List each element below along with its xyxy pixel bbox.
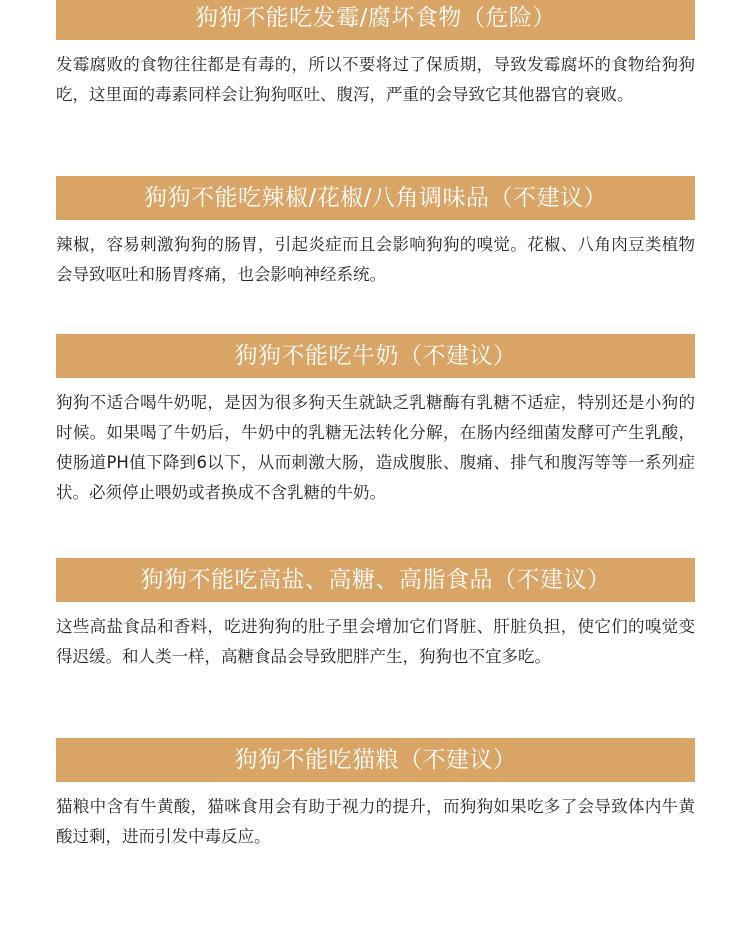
section-title-banner: 狗狗不能吃发霉/腐坏食物（危险）	[56, 0, 695, 40]
section-milk	[56, 334, 695, 508]
section-moldy-food	[56, 0, 695, 110]
section-body-text: 发霉腐败的食物往往都是有毒的，所以不要将过了保质期，导致发霉腐坏的食物给狗狗吃，这里面的毒素同样会让狗狗呕吐、腹泻，严重的会导致它其他器官的衰败。	[56, 55, 695, 104]
section-title-banner: 狗狗不能吃高盐、高糖、高脂食品（不建议）	[56, 558, 695, 602]
section-high-salt-sugar-fat	[56, 558, 695, 672]
section-body-text: 这些高盐食品和香料，吃进狗狗的肚子里会增加它们肾脏、肝脏负担，使它们的嗅觉变得迟缓。和人类一样，高糖食品会导致肥胖产生，狗狗也不宜多吃。	[56, 617, 695, 666]
section-title-banner: 狗狗不能吃猫粮（不建议）	[56, 738, 695, 782]
section-spices	[56, 176, 695, 290]
section-body-text: 狗狗不适合喝牛奶呢，是因为很多狗天生就缺乏乳糖酶有乳糖不适症，特别还是小狗的时候。如果喝了牛奶后，牛奶中的乳糖无法转化分解，在肠内经细菌发酵可产生乳酸，使肠道PH值下降到6以下，从而刺激大肠，造成腹胀、腹痛、排气和腹泻等等一系列症状。必须停止喂奶或者换成不含乳糖的牛奶。	[56, 393, 695, 502]
section-cat-food	[56, 738, 695, 852]
section-title-banner: 狗狗不能吃辣椒/花椒/八角调味品（不建议）	[56, 176, 695, 220]
section-body-text: 辣椒，容易刺激狗狗的肠胃，引起炎症而且会影响狗狗的嗅觉。花椒、八角肉豆类植物会导致呕吐和肠胃疼痛，也会影响神经系统。	[56, 235, 695, 284]
section-body-text: 猫粮中含有牛黄酸，猫咪食用会有助于视力的提升，而狗狗如果吃多了会导致体内牛黄酸过剩，进而引发中毒反应。	[56, 797, 695, 846]
section-title-banner: 狗狗不能吃牛奶（不建议）	[56, 334, 695, 378]
